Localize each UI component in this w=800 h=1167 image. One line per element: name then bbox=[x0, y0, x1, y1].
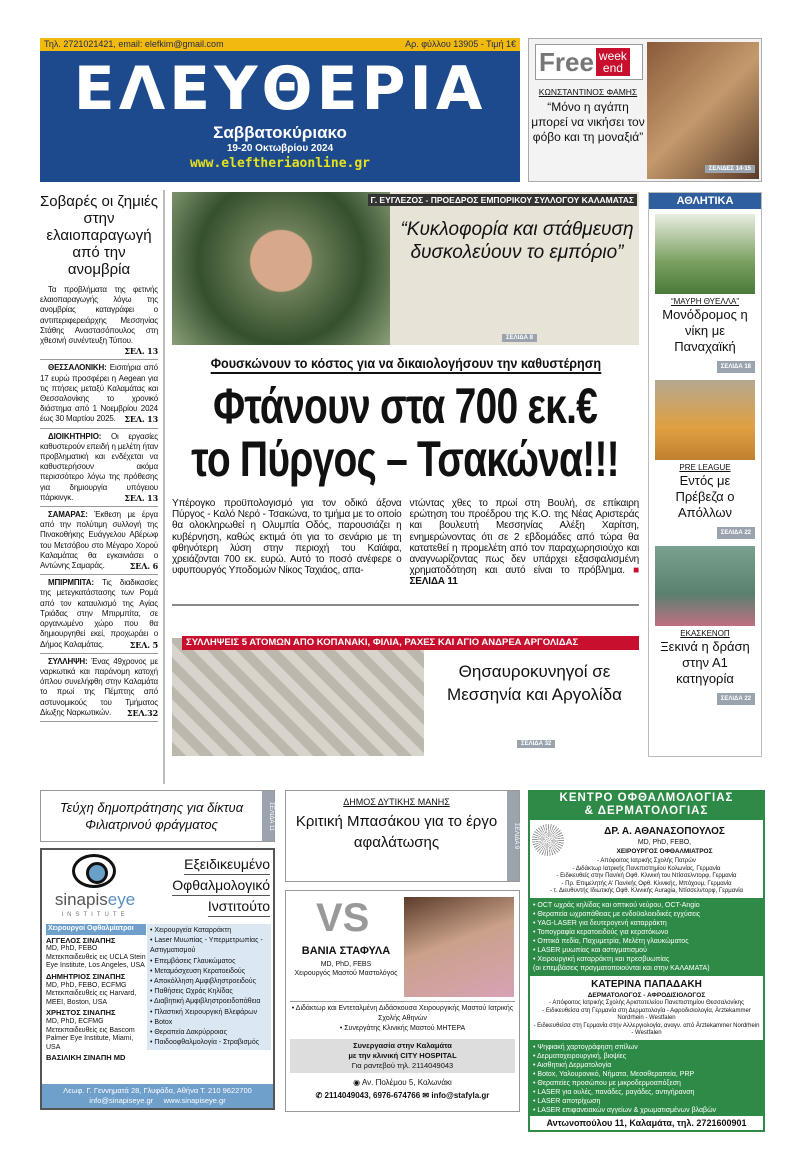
eye-logo-icon bbox=[72, 854, 116, 888]
page-ref: ΣΕΛ. 5 bbox=[129, 639, 158, 650]
sports-item[interactable] bbox=[649, 541, 761, 707]
doctor2-services bbox=[530, 1042, 763, 1116]
logo-text: ΕΛΕΥΘΕΡΙΑ bbox=[73, 54, 487, 124]
sports-kicker: PRE LEAGUE bbox=[679, 463, 731, 472]
contact-info: ◉ Αν. Πολέμου 5, Κολωνάκι ✆ 2114049043, 6976-674766 ✉ info@stafyla.gr bbox=[315, 1078, 490, 1100]
story-headline: Θησαυροκυνηγοί σε Μεσσηνία και Αργολίδα bbox=[447, 662, 622, 704]
masthead-strip bbox=[40, 38, 520, 51]
service-item: • Botox bbox=[150, 1018, 173, 1026]
lead-headline[interactable] bbox=[172, 380, 639, 486]
logo-free: Free bbox=[539, 46, 594, 77]
ad-title: Εξειδικευμένο Οφθαλμολογικό Ινστιτούτο bbox=[142, 854, 270, 917]
sports-item[interactable] bbox=[649, 209, 761, 375]
issue-info: Αρ. φύλλου 13905 - Τιμή 1€ bbox=[405, 39, 516, 49]
free-weekend-teaser[interactable] bbox=[528, 38, 762, 182]
page-ref-wrap bbox=[655, 691, 755, 705]
ad-address: Αντωνοπούλου 11, Καλαμάτα, τηλ. 2721600901 bbox=[530, 1116, 763, 1130]
list-item: • Δερματοχειρουργική, βιοψίες bbox=[533, 1052, 627, 1060]
service-item: • Αποκόλληση Αμφιβληστροειδούς bbox=[150, 978, 256, 986]
doctor1-services bbox=[530, 900, 763, 974]
page-ref: ΣΕΛ. 6 bbox=[129, 561, 158, 572]
free-weekend-logo bbox=[535, 44, 643, 80]
logo-weekend: week end bbox=[596, 48, 630, 76]
credentials: • Διδάκτωρ και Εντεταλμένη Διδάσκουσα Χειρουργικής Μαστού Ιατρικής Σχολής Αθηνών • Συνεργάτης Κλινικής Μαστού ΜΗΤΕΡΑ bbox=[290, 1001, 515, 1034]
interviewee-name: ΚΩΝΣΤΑΝΤΙΝΟΣ ΦΑΜΗΣ bbox=[538, 87, 638, 97]
brief-kicker: ΣΥΛΛΗΨΗ: bbox=[48, 656, 88, 666]
email-icon: ✉ bbox=[422, 1091, 430, 1100]
mani-teaser[interactable] bbox=[285, 790, 520, 882]
list-item: - Ειδικευθείς στην Παν/κή Οφθ. Κλινική του Ντίσσελντορφ, Γερμανία bbox=[556, 873, 737, 880]
doctor-info: MD, PhD, ECFMG Μετεκπαιδευθείς εις Bascom Palmer Eye Institute, Miami, USA bbox=[46, 1017, 135, 1051]
brief-text: Οι εργασίες καθυστερούν επειδή η μελέτη ήταν προβληματική και ενδέχεται να καθυστερήσουν ακόμα περισσότερο λόγω της πρόθεσης για δημιουργία υπόγειου πάρκινγκ. bbox=[40, 431, 158, 502]
divider bbox=[172, 604, 639, 606]
sports-title: Ξεκινά η δράση στην Α1 κατηγορία bbox=[660, 639, 750, 686]
story-banner: ΣΥΛΛΗΨΕΙΣ 5 ΑΤΟΜΩΝ ΑΠΟ ΚΟΠΑΝΑΚΙ, ΦΙΛΙΑ, ΡΑΧΕΣ ΚΑΙ ΑΓΙΟ ΑΝΔΡΕΑ ΑΡΓΟΛΙΔΑΣ bbox=[182, 636, 639, 650]
doctor-name: ΑΓΓΕΛΟΣ ΣΙΝΑΠΗΣ bbox=[46, 935, 116, 945]
sports-kicker: ΕΚΑΣΚΕΝΟΠ bbox=[680, 629, 730, 638]
brief-kicker: ΔΙΟΙΚΗΤΗΡΙΟ: bbox=[48, 431, 102, 441]
masthead bbox=[40, 38, 520, 182]
doctor-info: MD, PhD, FEBO Μετεκπαιδευθείς εις UCLA Stein Eye Institute, Los Angeles, USA bbox=[46, 945, 146, 970]
teaser-kicker: ΔΗΜΟΣ ΔΥΤΙΚΗΣ ΜΑΝΗΣ bbox=[343, 797, 450, 807]
list-item: • Botox, Υαλουρονικό, Νήματα, Μεσοθεραπεία, PRP bbox=[533, 1070, 695, 1078]
lead-kicker: Φουσκώνουν το κόστος για να δικαιολογήσουν την καθυστέρηση bbox=[172, 354, 639, 374]
list-item: • Αισθητική Δερματολογία bbox=[533, 1061, 612, 1069]
list-item: - Απόφοιτος Ιατρικής Σχολής Πατρών bbox=[597, 858, 696, 864]
phone-icon: ✆ bbox=[315, 1091, 323, 1100]
interview-quote: “Κυκλοφορία και στάθμευση δυσκολεύουν το εμπόριο” bbox=[400, 219, 634, 263]
headline-line-1: Φτάνουν στα 700 εκ.€ bbox=[213, 378, 598, 434]
page-ref: ΣΕΛΙΔΑ 18 bbox=[717, 361, 755, 373]
doctor1-box: ΔΡ. Α. ΑΘΑΝΑΣΟΠΟΥΛΟΣ MD, PhD, FEBO, ΧΕΙΡΟΥΡΓΟΣ ΟΦΘΑΛΜΙΑΤΡΟΣ - Απόφοιτος Ιατρικής Σχολής Πατρών - Διδάκτωρ Ιατρικής Πανεπιστημίου Κολωνίας, Γερμανία - Ειδικευθείς στην Παν/κή Οφθ. Κλινική του Ντίσσελντορφ, Γερμανία - Πρ. Επιμελητής Α' Παν/κής Οφθ. Κλινικής, Μπόχουμ, Γερμανία - τ. Διευθυντής Ιδιωτικής Οφθ. Κλινικής Auragia, Ντίσσελντορφ, Γερμανία bbox=[530, 820, 763, 898]
news-brief[interactable] bbox=[40, 360, 158, 428]
website-link[interactable]: www.eleftheriaonline.gr bbox=[189, 156, 370, 171]
left-news-column bbox=[40, 190, 165, 784]
service-item: • Θεραπεία Δακρύρροιας bbox=[150, 1029, 227, 1037]
service-item: • Διαβητική Αμφιβληστροειδοπάθεια bbox=[150, 998, 261, 1006]
brief-kicker: ΜΠΙΡΜΠΙΤΑ: bbox=[48, 578, 94, 588]
actor-photo bbox=[647, 42, 759, 179]
interviewee-photo bbox=[172, 192, 390, 345]
brief-text: Τις διαδικασίες της μετεγκατάστασης των Ρομά από τον καταυλισμό της Αγίας Τριάδας στην Μπιρμπίτα, σε οργανωμένο χώρο που θα δημιουργηθεί εκεί, προχωράει ο Δήμος Καλαμάτας. bbox=[40, 578, 158, 649]
brand-logo: sinapiseye bbox=[54, 890, 136, 909]
doctor-name: ΒΑΣΙΛΙΚΗ ΣΙΝΑΠΗ MD bbox=[46, 1053, 126, 1063]
list-item: • LASER μυωπίας και αστιγματισμού bbox=[533, 946, 647, 954]
teaser-title: Κριτική Μπασάκου για το έργο αφαλάτωσης bbox=[295, 813, 498, 851]
sports-photo bbox=[655, 214, 755, 294]
doctor-info: MD, PhD, FEBO, ECFMG Μετεκπαιδευθείς εις Harvard, MEEI, Boston, USA bbox=[46, 981, 137, 1006]
doctor2-box: ΚΑΤΕΡΙΝΑ ΠΑΠΑΔΑΚΗ ΔΕΡΜΑΤΟΛΟΓΟΣ - ΑΦΡΟΔΙΣΙΟΛΟΓΟΣ - Απόφοιτος Ιατρικής Σχολής Αριστοτελείου Πανεπιστημίου Θεσσαλονίκης - Ειδικευθείσα στη Γερμανία στη Δερματολογία - Αφροδισιολογία, Ärztekammer Nordrhein - Westfalen - Ειδικευθείσα στη Γερμανία στην Αλλεργιολογία, αναγν. από Ärztekammer Nordrhein - Westfalen bbox=[530, 976, 763, 1040]
lead-brief: Τα προβλήματα της φετινής ελαιοπαραγωγής λόγω της ανομβρίας καταγράφει ο αντιπεριφερειάρχης Μεσσηνίας Στάθης Αναστασόπουλος στη χθεσινή συνέντευξη Τύπου. ΣΕΛ. 13 bbox=[40, 282, 158, 360]
teaser-quote: “Μόνο η αγάπη μπορεί να νικήσει τον φόβο και τη μοναξιά” bbox=[531, 100, 645, 144]
headline-line-2: το Πύργος – Τσακώνα!!! bbox=[191, 431, 620, 487]
list-item: (οι επεμβάσεις πραγματοποιούνται και στην ΚΑΛΑΜΑΤΑ) bbox=[533, 964, 710, 972]
page-ref: ΣΕΛΙΔΕΣ 14-15 bbox=[705, 165, 755, 173]
seized-equipment-photo bbox=[172, 638, 424, 756]
treasure-hunters-story[interactable] bbox=[172, 636, 639, 756]
sports-photo bbox=[655, 380, 755, 460]
sports-item[interactable] bbox=[649, 375, 761, 541]
sports-kicker: “ΜΑΥΡΗ ΘΥΕΛΛΑ” bbox=[670, 297, 740, 306]
list-item: • Τοπογραφία κερατοειδούς για κερατόκωνο bbox=[533, 928, 669, 936]
column-headline[interactable]: Σοβαρές οι ζημιές στην ελαιοπαραγωγή από την ανομβρία bbox=[40, 193, 158, 278]
edition-label: Σαββατοκύριακο bbox=[213, 123, 347, 142]
page-ref-wrap bbox=[655, 525, 755, 539]
doctors-list: Χειρουργοί Οφθαλμίατροι ΑΓΓΕΛΟΣ ΣΙΝΑΠΗΣ MD, PhD, FEBO Μετεκπαιδευθείς εις UCLA Stein Eye Institute, Los Angeles, USA ΔΗΜΗΤΡΙΟΣ ΣΙΝΑΠΗΣ MD, PhD, FEBO, ECFMG Μετεκπαιδευθείς εις Harvard, MEEI, Boston, USA ΧΡΗΣΤΟΣ ΣΙΝΑΠΗΣ MD, PhD, ECFMG Μετεκπαιδευθείς εις Bascom Palmer Eye Institute, Miami, USA ΒΑΣΙΛΙΚΗ ΣΙΝΑΠΗ MD bbox=[46, 925, 146, 1063]
location-icon: ◉ bbox=[353, 1078, 361, 1087]
page-ref-wrap bbox=[655, 359, 755, 373]
list-item: • LASER για ουλές, πανάδες, ραγάδες, αντιγήρανση bbox=[533, 1088, 695, 1096]
service-item: • Επεμβάσεις Γλαυκώματος bbox=[150, 957, 236, 965]
sports-title: Εντός με Πρέβεζα ο Απόλλων bbox=[675, 473, 735, 520]
vs-logo: VS bbox=[316, 896, 370, 940]
news-brief[interactable] bbox=[40, 654, 158, 722]
list-item: - Ειδικευθείσα στη Γερμανία στην Αλλεργιολογία, αναγν. από Ärztekammer Nordrhein - Westfalen bbox=[533, 1022, 760, 1037]
sports-title: Μονόδρομος η νίκη με Παναχαϊκή bbox=[662, 307, 748, 354]
page-ref: ΣΕΛ. 13 bbox=[124, 346, 158, 357]
doctor-name: ΒΑΝΙΑ ΣΤΑΦΥΛΑ bbox=[301, 945, 391, 957]
doctor-name: ΧΡΗΣΤΟΣ ΣΙΝΑΠΗΣ bbox=[46, 1008, 116, 1018]
list-item: • Θεραπεία ωχροπάθειας με ενδοϋαλοειδικές εγχύσεις bbox=[533, 910, 701, 918]
service-item: • Μεταμόσχευση Κερατοειδούς bbox=[150, 967, 246, 975]
brief-kicker: ΣΑΜΑΡΑΣ: bbox=[48, 510, 88, 520]
sinapis-eye-ad[interactable] bbox=[40, 848, 275, 1110]
ad-header: ΚΕΝΤΡΟ ΟΦΘΑΛΜΟΛΟΓΙΑΣ & ΔΕΡΜΑΤΟΛΟΓΙΑΣ bbox=[559, 792, 734, 817]
teaser-title: Τεύχη δημοπράτησης για δίκτυα Φιλιατρινού φράγματος bbox=[59, 800, 244, 832]
doctor-name: ΔΗΜΗΤΡΙΟΣ ΣΙΝΑΠΗΣ bbox=[46, 971, 126, 981]
contact-info: Τηλ. 2721021421, email: elefkim@gmail.com bbox=[44, 39, 224, 49]
newspaper-logo bbox=[40, 54, 520, 124]
lead-body bbox=[172, 498, 639, 588]
list-item: - Ειδικευθείσα στη Γερμανία στη Δερματολογία - Αφροδισιολογία, Ärztekammer Nordrhein - Westfalen bbox=[542, 1007, 751, 1022]
service-item: • Παθήσεις Ωχράς Κηλίδας bbox=[150, 988, 233, 996]
service-item: • Laser Μυωπίας - Υπερμετρωπίας - Αστιγματισμού bbox=[150, 937, 263, 955]
doctor-degrees: MD, PhD, FEBS Χειρουργός Μαστού Μαστολόγος bbox=[294, 961, 398, 977]
sunburst-logo-icon bbox=[532, 824, 564, 856]
news-brief[interactable] bbox=[40, 575, 158, 653]
stafyla-ad[interactable] bbox=[285, 890, 520, 1112]
list-item: • LASER επιφανειακών αγγείων & χρωματισμένων βλαβών bbox=[533, 1106, 717, 1114]
list-item: • YAG-LASER για δευτερογενή καταρράκτη bbox=[533, 919, 667, 927]
ad-contact: Λεωφ. Γ. Γεννηματά 28, Γλυφάδα, Αθήνα Τ. 210 9622700 info@sinapiseye.gr www.sinapiseye.gr bbox=[42, 1084, 273, 1108]
list-item: • LASER αποτρίχωση bbox=[533, 1097, 601, 1105]
list-item: - Απόφοιτος Ιατρικής Σχολής Αριστοτελείου Πανεπιστημίου Θεσσαλονίκης bbox=[549, 999, 744, 1006]
page-ref: ΣΕΛΙΔΑ 32 bbox=[517, 740, 555, 748]
interview-teaser[interactable] bbox=[172, 192, 639, 345]
service-item: • Χειρουργεία Καταρράκτη bbox=[150, 927, 232, 934]
page-ref: ΣΕΛΙΔΑ 11 bbox=[262, 791, 274, 841]
page-ref: ΣΕΛΙΔΑ 8 bbox=[502, 334, 537, 342]
list-item: • Χειρουργική καταρράκτη και πρεσβυωπίας bbox=[533, 955, 670, 963]
brief-text: Εισιτήρια από 17 ευρώ προσφέρει η Aegean για τις πτήσεις μεταξύ Καλαμάτας και Θεσσαλονίκης το χρονικό διάστημα από 1 Νοεμβρίου 2024 έως 30 Μαρτίου 2025. bbox=[40, 363, 158, 424]
page-ref: ΣΕΛΙΔΑ 22 bbox=[717, 693, 755, 705]
tender-teaser[interactable] bbox=[40, 790, 275, 842]
brand-sub: INSTITUTE bbox=[61, 912, 129, 918]
page-ref: ΣΕΛΙΔΑ 9 bbox=[507, 791, 519, 881]
list-item: - τ. Διευθυντής Ιδιωτικής Οφθ. Κλινικής Auragia, Ντίσσελντορφ, Γερμανία bbox=[549, 888, 744, 895]
brief-kicker: ΘΕΣΣΑΛΟΝΙΚΗ: bbox=[48, 363, 107, 373]
news-brief[interactable] bbox=[40, 429, 158, 507]
page-ref: ΣΕΛ. 13 bbox=[124, 492, 158, 503]
list-item: • OCT ωχράς κηλίδας και οπτικού νεύρου, OCT-Angio bbox=[533, 901, 700, 909]
list-item: • Ψηφιακή χαρτογράφηση σπίλων bbox=[533, 1043, 638, 1051]
eye-derm-center-ad[interactable] bbox=[528, 790, 765, 1132]
list-item: • Οπτικά πεδία, Παχυμετρία, Μελέτη γλαυκώματος bbox=[533, 937, 689, 945]
interview-kicker: Γ. ΕΥΓΛΕΖΟΣ - ΠΡΟΕΔΡΟΣ ΕΜΠΟΡΙΚΟΥ ΣΥΛΛΟΓΟΥ ΚΑΛΑΜΑΤΑΣ bbox=[368, 194, 637, 206]
service-item: • Πλαστική Χειρουργική Βλεφάρων bbox=[150, 1008, 258, 1016]
brief-text: Ένας 49χρονος με ναρκωτικά και παράνομη κατοχή όπλου συνελήφθη στην Καλαμάτα το πρωί της Πέμπτης από αστυνομικούς του Τμήματος Δίωξης Ναρκωτικών. bbox=[40, 656, 158, 717]
page-ref: ΣΕΛΙΔΑ 22 bbox=[717, 527, 755, 539]
page-ref: ΣΕΛ.32 bbox=[127, 707, 158, 718]
lead-body-col2: ντώντας χθες το πρωί στη Βουλή, σε επίκαιρη ερώτηση του προέδρου της Κ.Ο. της Νέας Αριστεράς και βουλευτή Μεσσηνίας Αλέξη Χαρίτση, ενημερώνοντας ότι σε 2 εβδομάδες από τώρα θα κατατεθεί η προμελέτη από τον παραχωρησιούχο και αναγνωρίζοντας πως δεν υπάρχει εξασφαλισμένη χρηματοδότηση και αυτό είναι το πρόβλημα. ■ ΣΕΛΙΔΑ 11 bbox=[409, 498, 639, 588]
page-ref: ΣΕΛ. 13 bbox=[124, 414, 158, 425]
list-item: • Θεραπείες προσώπου με μικροδερμοαπόξεση bbox=[533, 1079, 681, 1087]
doctor-photo bbox=[404, 897, 514, 997]
city-hospital-box: Συνεργασία στην Καλαμάτα με την κλινική CITY HOSPITAL Για ραντεβού τηλ. 2114049043 bbox=[290, 1039, 515, 1073]
sports-column bbox=[648, 192, 762, 757]
brief-text: Έκθεση με έργα από την πολύτιμη συλλογή της Πινακοθήκης Ευάγγελου Αβέρωφ του Μετσόβου στο Μέγαρο Χορού Καλαμάτας θα εγκαινιάσει ο Αντώνης Σαμαράς. bbox=[40, 510, 158, 571]
service-item: • Παιδοοφθαλμολογία - Στραβισμός bbox=[150, 1039, 260, 1047]
lead-body-col1: Υπέρογκο προϋπολογισμό για τον οδικό άξονα Πύργος - Καλό Νερό - Τσακώνα, το τμήμα με το οποίο θα ολοκληρωθεί η Ολυμπία Οδός, παρουσιάζει η κυβέρνηση, καθώς εκτιμά ότι για το σενάριο με τη φθηνότερη λύση στην περιοχή του Καϊάφα, χρειάζονται 700 εκ. ευρώ. Αυτό το ποσό ανέφερε ο υφυπουργός Υποδομών Νίκος Ταχιάος, απα- bbox=[172, 498, 402, 577]
page-ref: ΣΕΛΙΔΑ 11 bbox=[409, 576, 458, 588]
services-list bbox=[147, 924, 271, 1050]
news-brief[interactable] bbox=[40, 507, 158, 575]
list-item: - Διδάκτωρ Ιατρικής Πανεπιστημίου Κολωνίας, Γερμανία bbox=[572, 865, 721, 872]
sports-photo bbox=[655, 546, 755, 626]
list-item: - Πρ. Επιμελητής Α' Παν/κής Οφθ. Κλινικής, Μπόχουμ, Γερμανία bbox=[561, 880, 732, 887]
issue-date: 19-20 Οκτωβρίου 2024 bbox=[226, 143, 334, 154]
sports-header: ΑΘΛΗΤΙΚΑ bbox=[649, 193, 761, 209]
